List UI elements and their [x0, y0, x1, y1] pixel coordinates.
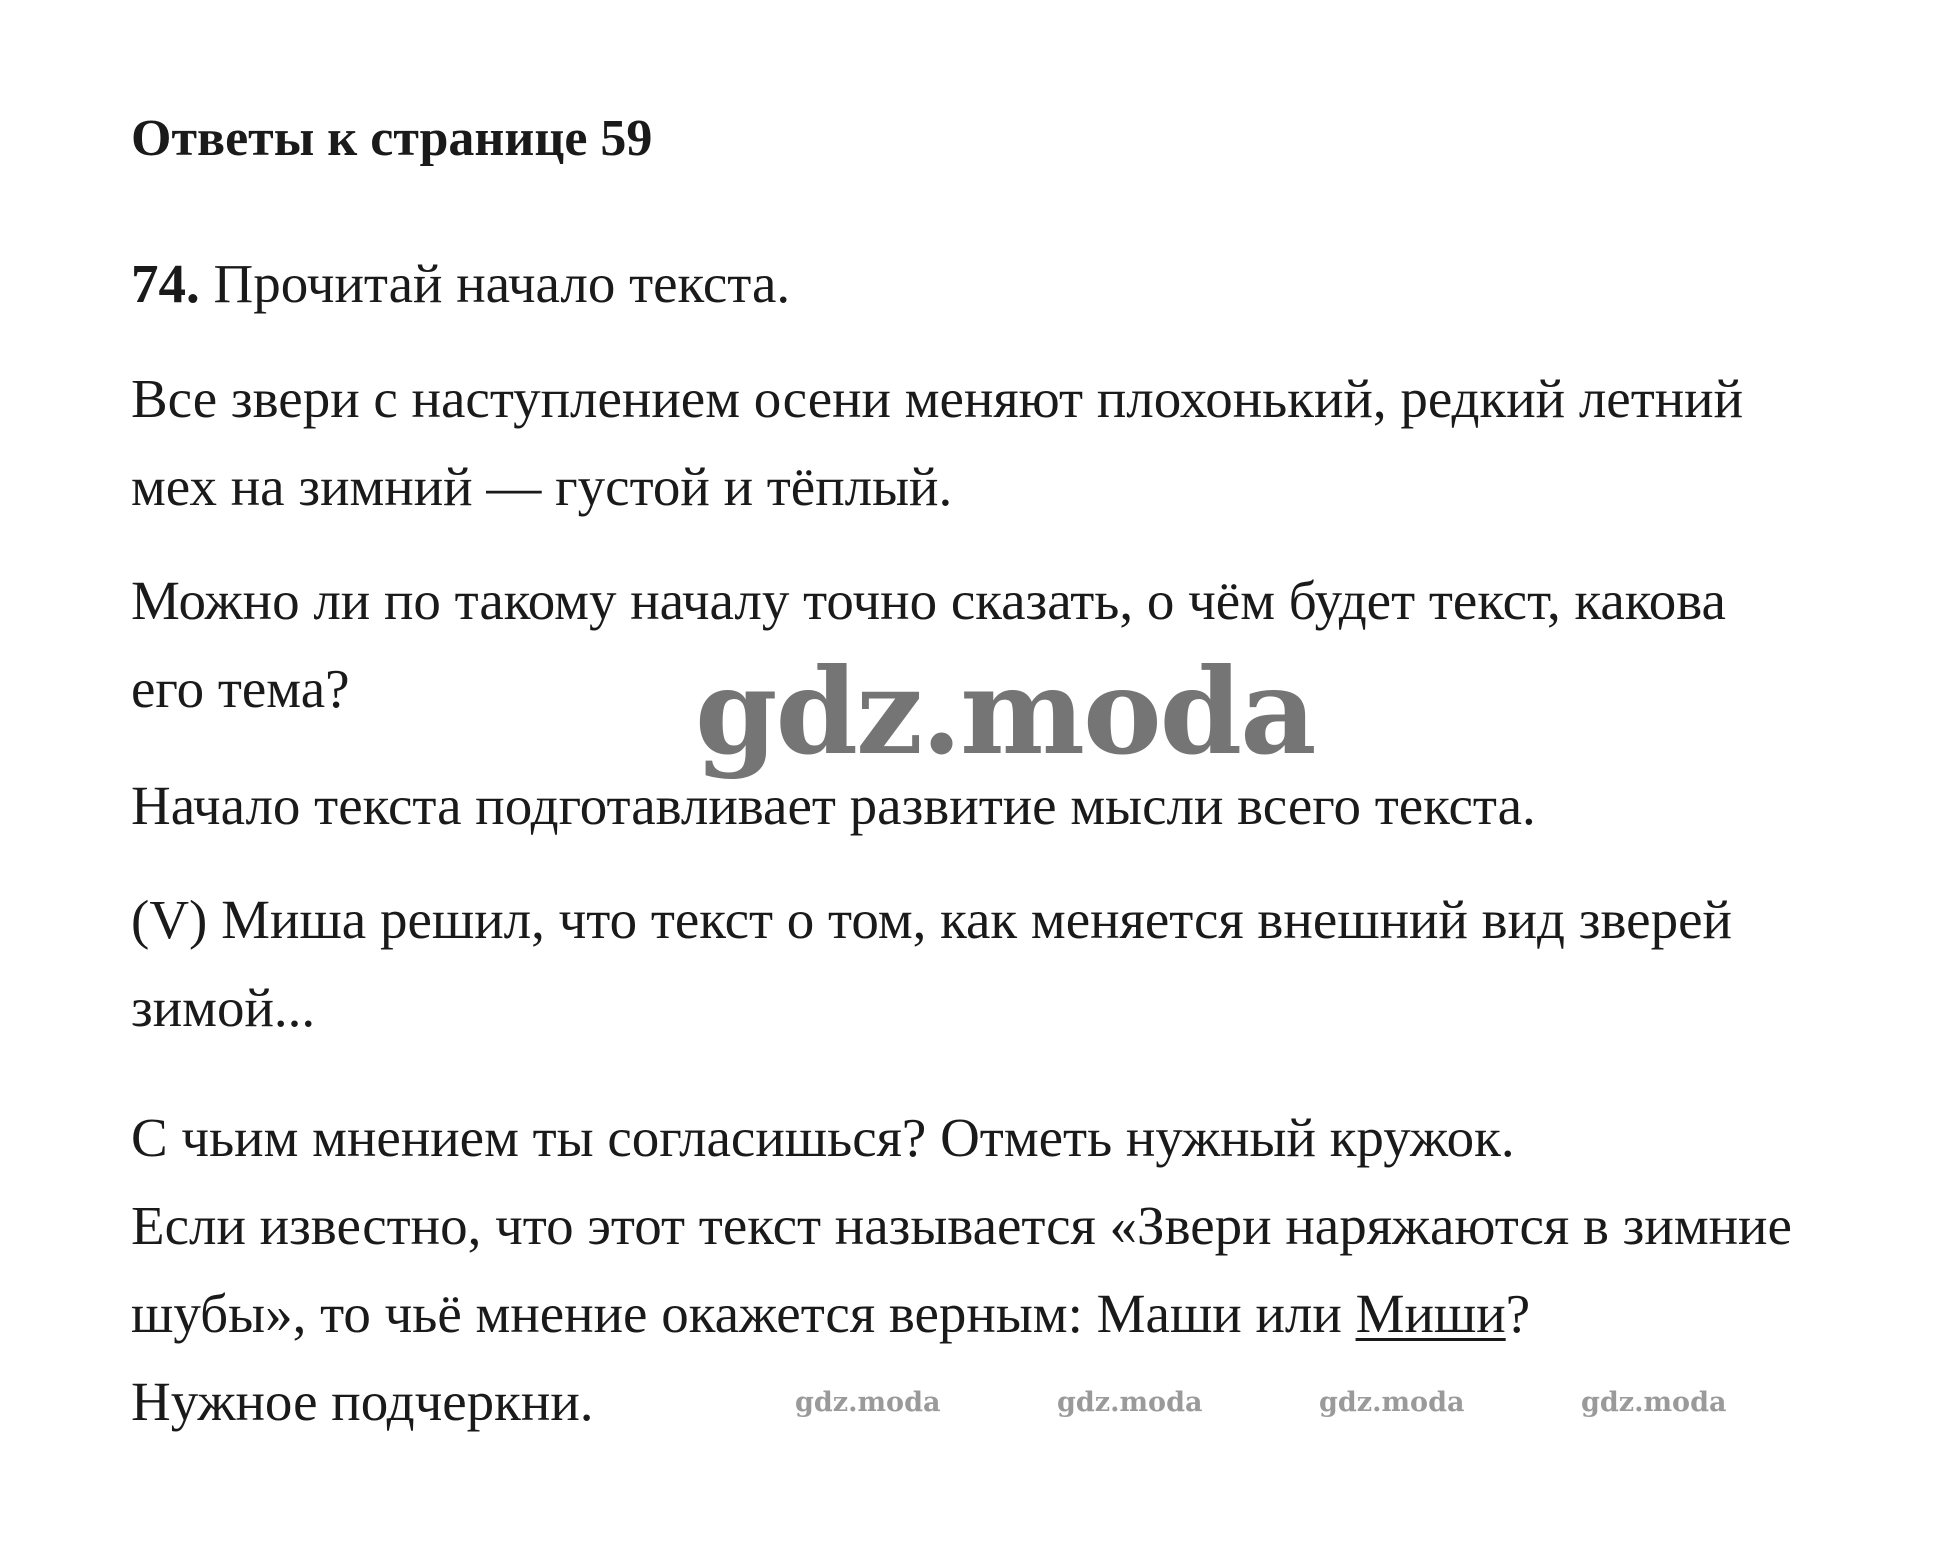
followup-line: Нужное подчеркни.: [131, 1371, 594, 1432]
passage-line: мех на зимний — густой и тёплый.: [131, 456, 953, 517]
answer-line: зимой...: [131, 977, 316, 1038]
question-mark: ?: [1505, 1283, 1531, 1344]
page-heading: Ответы к странице 59: [131, 110, 653, 167]
wm-main: gdz.moda: [695, 642, 1315, 781]
answer-line: (V) Миша решил, что текст о том, как меняется внешний вид зверей: [131, 889, 1732, 950]
wm-small-4: gdz.moda: [1581, 1387, 1727, 1418]
statement: Начало текста подготавливает развитие мысли всего текста.: [131, 775, 1536, 836]
task-line: [131, 240, 790, 328]
task-number: 74.: [131, 253, 200, 314]
wm-small-2: gdz.moda: [1057, 1387, 1203, 1418]
passage-line: Все звери с наступлением осени меняют плохонький, редкий летний: [131, 368, 1744, 429]
question-line: Можно ли по такому началу точно сказать, о чём будет текст, какова: [131, 570, 1726, 631]
underlined-answer: Миши: [1355, 1283, 1506, 1344]
followup-line: Если известно, что этот текст называется «Звери наряжаются в зимние: [131, 1195, 1792, 1256]
wm-small-3: gdz.moda: [1319, 1387, 1465, 1418]
followup-line: [131, 1270, 1792, 1358]
followup-line: С чьим мнением ты согласишься? Отметь нужный кружок.: [131, 1107, 1515, 1168]
wm-small-1: gdz.moda: [795, 1387, 941, 1418]
answer: [131, 876, 1732, 1052]
followup-text: шубы», то чьё мнение окажется верным: Маши или: [131, 1283, 1356, 1344]
followup: [131, 1094, 1792, 1446]
question-line: его тема?: [131, 658, 350, 719]
task-instruction: Прочитай начало текста.: [213, 253, 791, 314]
passage: [131, 355, 1743, 531]
